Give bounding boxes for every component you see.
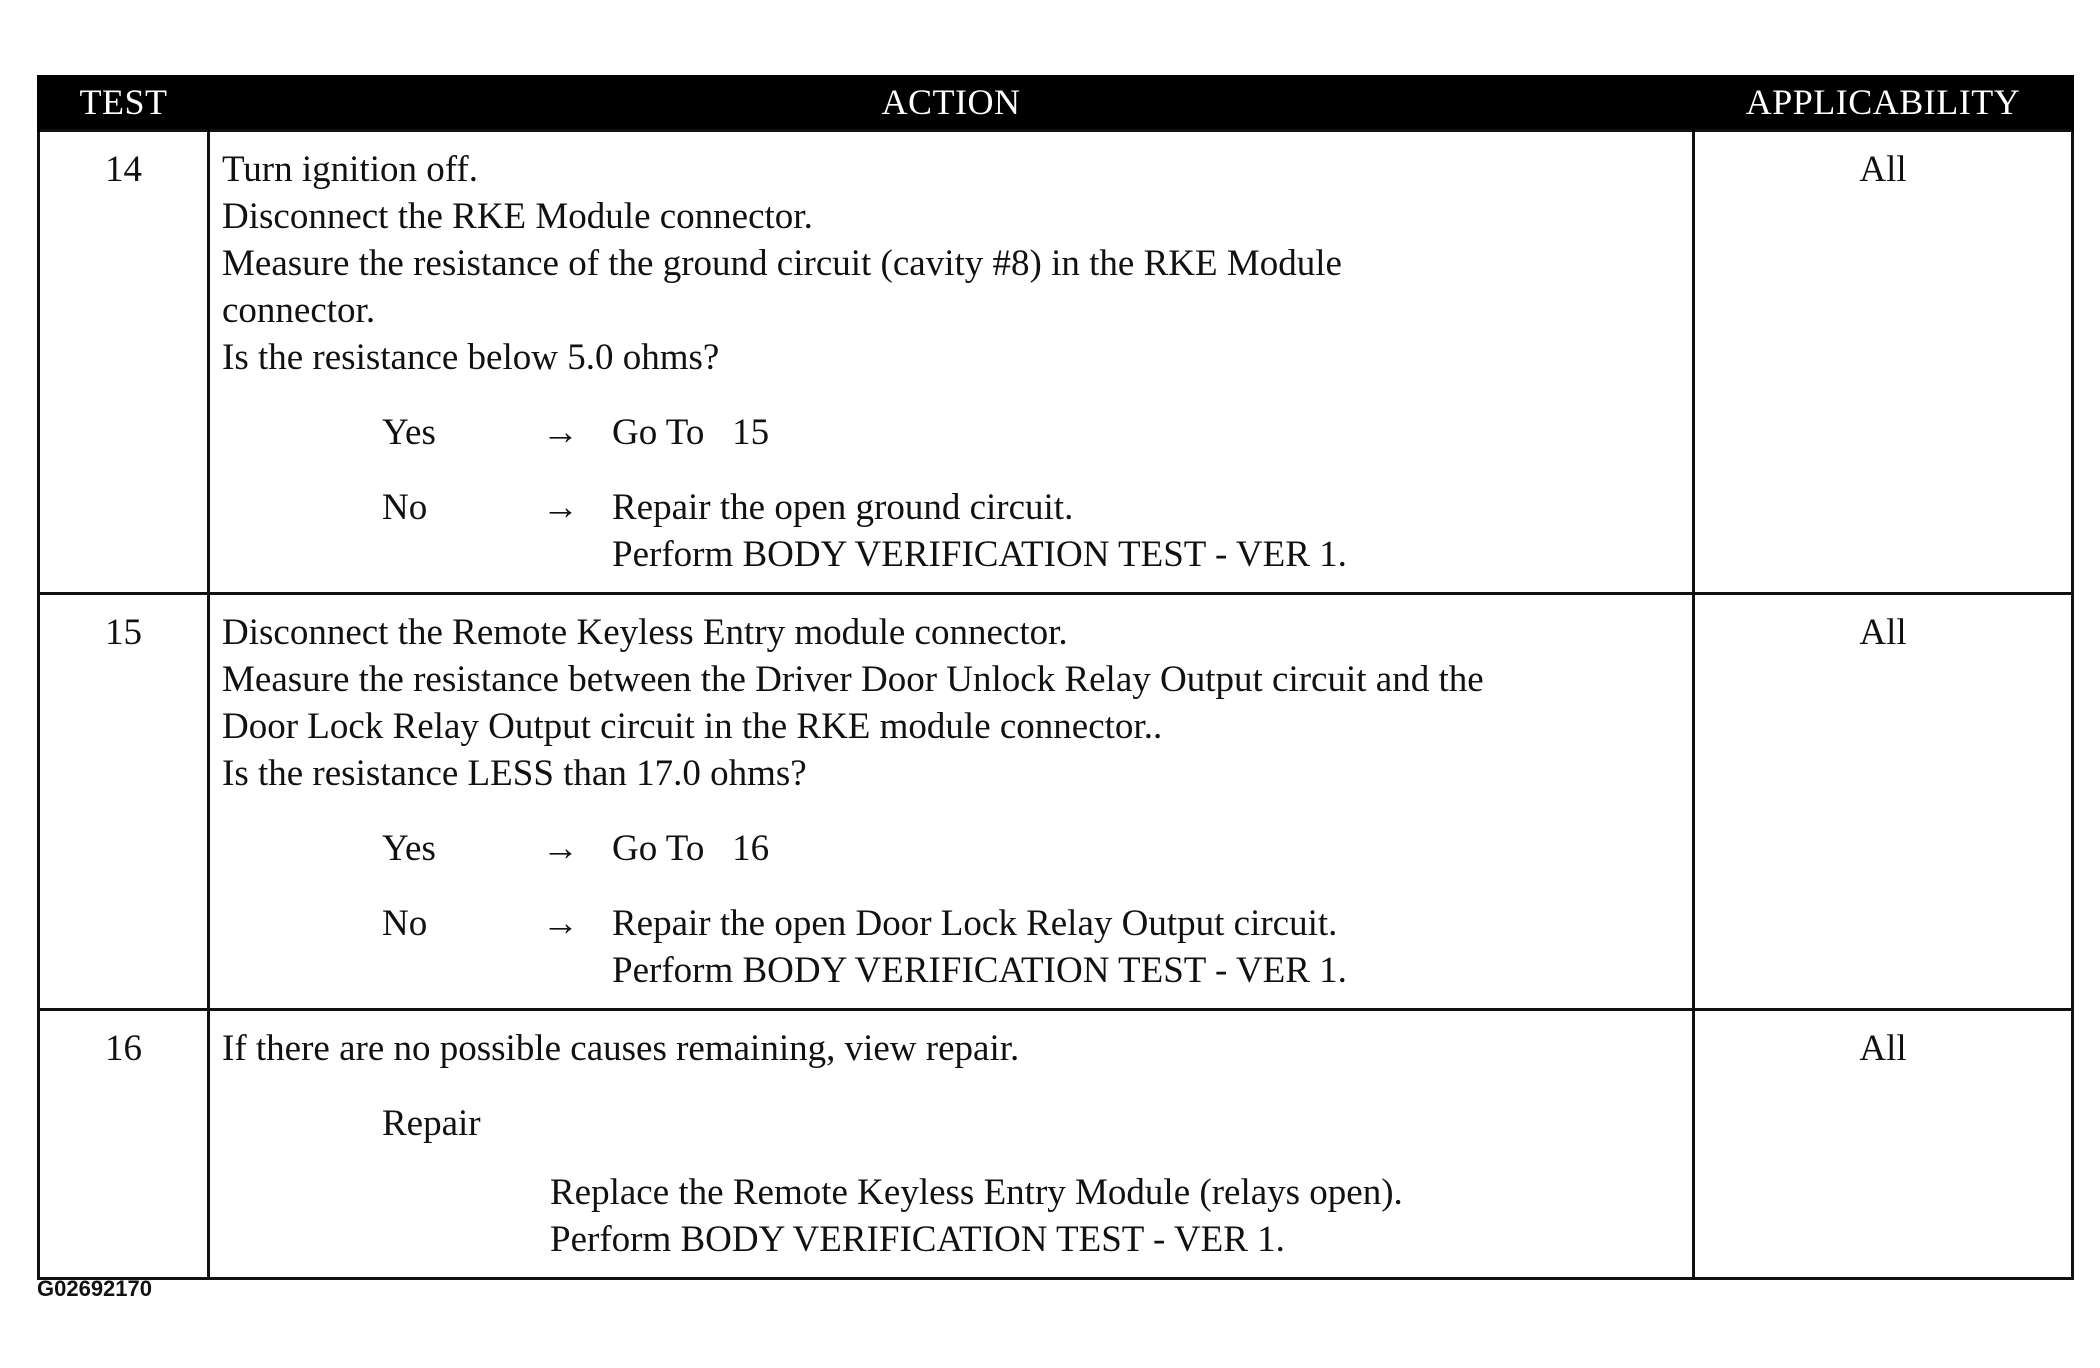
action-step: connector. [222, 290, 376, 331]
action-step: Measure the resistance of the ground circuit (cavity #8) in the RKE Module [222, 243, 1342, 284]
table-row-test-16 [39, 1010, 2073, 1279]
no-result-line: Repair the open Door Lock Relay Output circuit. [612, 903, 1338, 944]
no-branch [382, 900, 1680, 994]
no-result [612, 900, 1680, 994]
applicability-value: All [1694, 131, 2073, 594]
action-step: Disconnect the RKE Module connector. [222, 196, 813, 237]
yes-label: Yes [382, 412, 436, 453]
action-step: Measure the resistance between the Driver Door Unlock Relay Output circuit and the [222, 659, 1484, 700]
right-arrow-icon: → [542, 487, 579, 528]
repair-detail [550, 1169, 1680, 1263]
header-applicability: APPLICABILITY [1694, 75, 2073, 131]
no-label: No [382, 487, 428, 528]
right-arrow-icon: → [542, 412, 579, 453]
table-row-test-14 [39, 131, 2073, 594]
no-result-line: Repair the open ground circuit. [612, 487, 1074, 528]
action-step: If there are no possible causes remaining, view repair. [222, 1028, 1020, 1069]
diagnostic-table-container [37, 75, 2071, 1280]
action-cell [209, 594, 1694, 1010]
figure-id: G02692170 [37, 1276, 152, 1301]
action-question: Is the resistance below 5.0 ohms? [222, 337, 720, 378]
yes-result: Go To 16 [612, 828, 770, 869]
diagnostic-test-table [37, 75, 2074, 1280]
test-number: 16 [39, 1010, 209, 1279]
action-step: Door Lock Relay Output circuit in the RKE module connector.. [222, 706, 1163, 747]
action-cell [209, 1010, 1694, 1279]
yes-result: Go To 15 [612, 412, 770, 453]
test-number: 15 [39, 594, 209, 1010]
action-step: Disconnect the Remote Keyless Entry module connector. [222, 612, 1068, 653]
no-result-line: Perform BODY VERIFICATION TEST - VER 1. [612, 534, 1347, 575]
test-number: 14 [39, 131, 209, 594]
action-question: Is the resistance LESS than 17.0 ohms? [222, 753, 807, 794]
right-arrow-icon: → [542, 828, 579, 869]
no-result [612, 484, 1680, 578]
action-step: Turn ignition off. [222, 149, 478, 190]
table-header-row [39, 75, 2073, 131]
applicability-value: All [1694, 1010, 2073, 1279]
table-row-test-15 [39, 594, 2073, 1010]
repair-line: Replace the Remote Keyless Entry Module (relays open). [550, 1172, 1403, 1213]
yes-label: Yes [382, 828, 436, 869]
yes-branch [382, 409, 1680, 456]
yes-branch [382, 825, 1680, 872]
right-arrow-icon: → [542, 903, 579, 944]
repair-line: Perform BODY VERIFICATION TEST - VER 1. [550, 1219, 1285, 1260]
no-label: No [382, 903, 428, 944]
no-branch [382, 484, 1680, 578]
header-action: ACTION [209, 75, 1694, 131]
repair-label: Repair [382, 1103, 481, 1144]
action-cell [209, 131, 1694, 594]
header-test: TEST [39, 75, 209, 131]
no-result-line: Perform BODY VERIFICATION TEST - VER 1. [612, 950, 1347, 991]
applicability-value: All [1694, 594, 2073, 1010]
